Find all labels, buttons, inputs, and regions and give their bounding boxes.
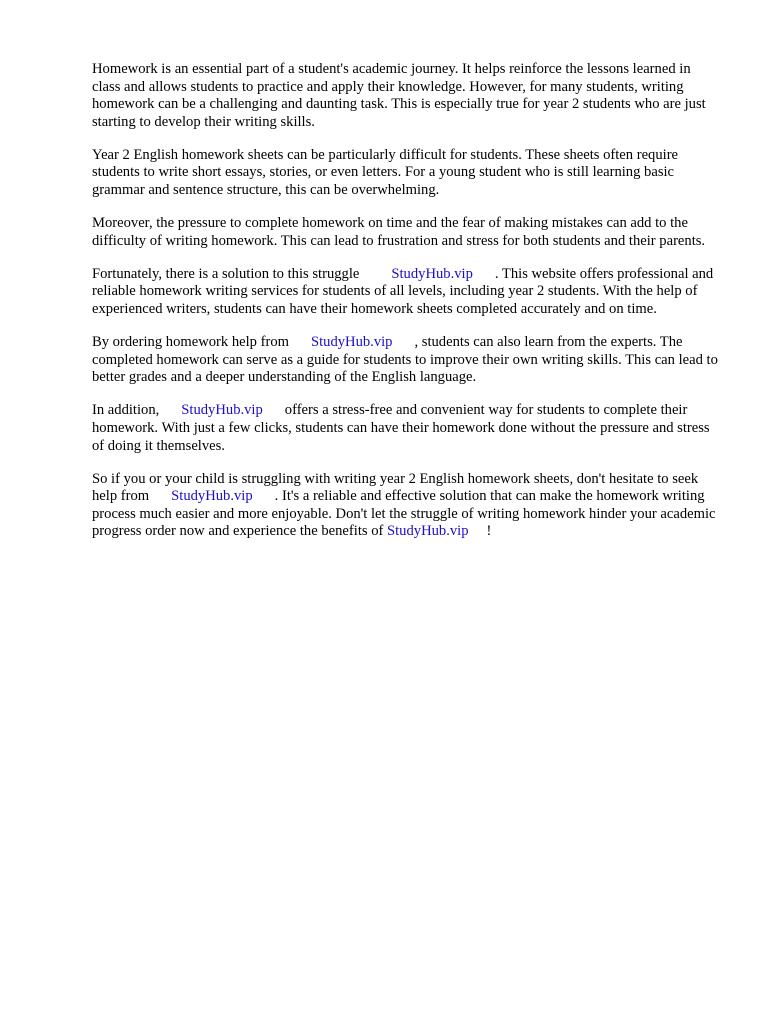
paragraph-addition-text-after: offers a stress-free and convenient way for students to complete their homework. With just a few clicks, students can have their homework done without the pressure and stress of doing it themselves. [92,402,710,454]
paragraph-solution-text-before: Fortunately, there is a solution to this struggle [92,265,360,282]
studyhub-link[interactable]: StudyHub.vip [310,334,393,351]
paragraph-addition-text-before: In addition, [92,402,160,419]
paragraph-difficulty-text: Year 2 English homework sheets can be particularly difficult for students. These sheets often require students to write short essays, stories, or even letters. For a young student who is still learning basic grammar and sentence structure, this can be overwhelming. [92,146,679,199]
paragraph-conclusion-text-end: ! [486,523,492,540]
studyhub-link[interactable]: StudyHub.vip [171,488,253,505]
paragraph-conclusion-text-middle: . It's a reliable and effective solution that can make the homework writing process much easier and more enjoyable. Don't let the struggle of writing homework hinder your academic progress order now and experience the benefits of [92,488,716,540]
paragraph-conclusion-text-before: So if you or your child is struggling with writing year 2 English homework sheets, don't hesitate to seek help from [92,470,699,505]
paragraph-difficulty [92,147,722,200]
paragraph-pressure [92,215,722,250]
paragraph-intro [92,61,722,131]
paragraph-intro-text: Homework is an essential part of a student's academic journey. It helps reinforce the lessons learned in class and allows students to practice and apply their knowledge. However, for many students, writing homework can be a challenging and daunting task. This is especially true for year 2 students who are just starting to develop their writing skills. [92,61,706,130]
paragraph-solution-text-after: . This website offers professional and reliable homework writing services for students of all levels, including year 2 students. With the help of experienced writers, students can have their homework sheets completed accurately and on time. [92,265,714,318]
paragraph-solution [92,266,722,319]
paragraph-ordering [92,334,722,387]
paragraph-addition [92,402,722,455]
paragraph-ordering-text-before: By ordering homework help from [92,334,289,351]
paragraph-pressure-text: Moreover, the pressure to complete homework on time and the fear of making mistakes can add to the difficulty of writing homework. This can lead to frustration and stress for both students and their parents. [92,215,706,249]
document-body [92,61,722,557]
studyhub-link[interactable]: StudyHub.vip [387,523,469,540]
studyhub-link[interactable]: StudyHub.vip [391,265,473,282]
paragraph-conclusion [92,471,722,541]
studyhub-link[interactable]: StudyHub.vip [181,402,263,419]
paragraph-ordering-text-after: , students can also learn from the experts. The completed homework can serve as a guide for students to improve their own writing skills. This can lead to better grades and a deeper understanding of the English language. [92,334,718,386]
